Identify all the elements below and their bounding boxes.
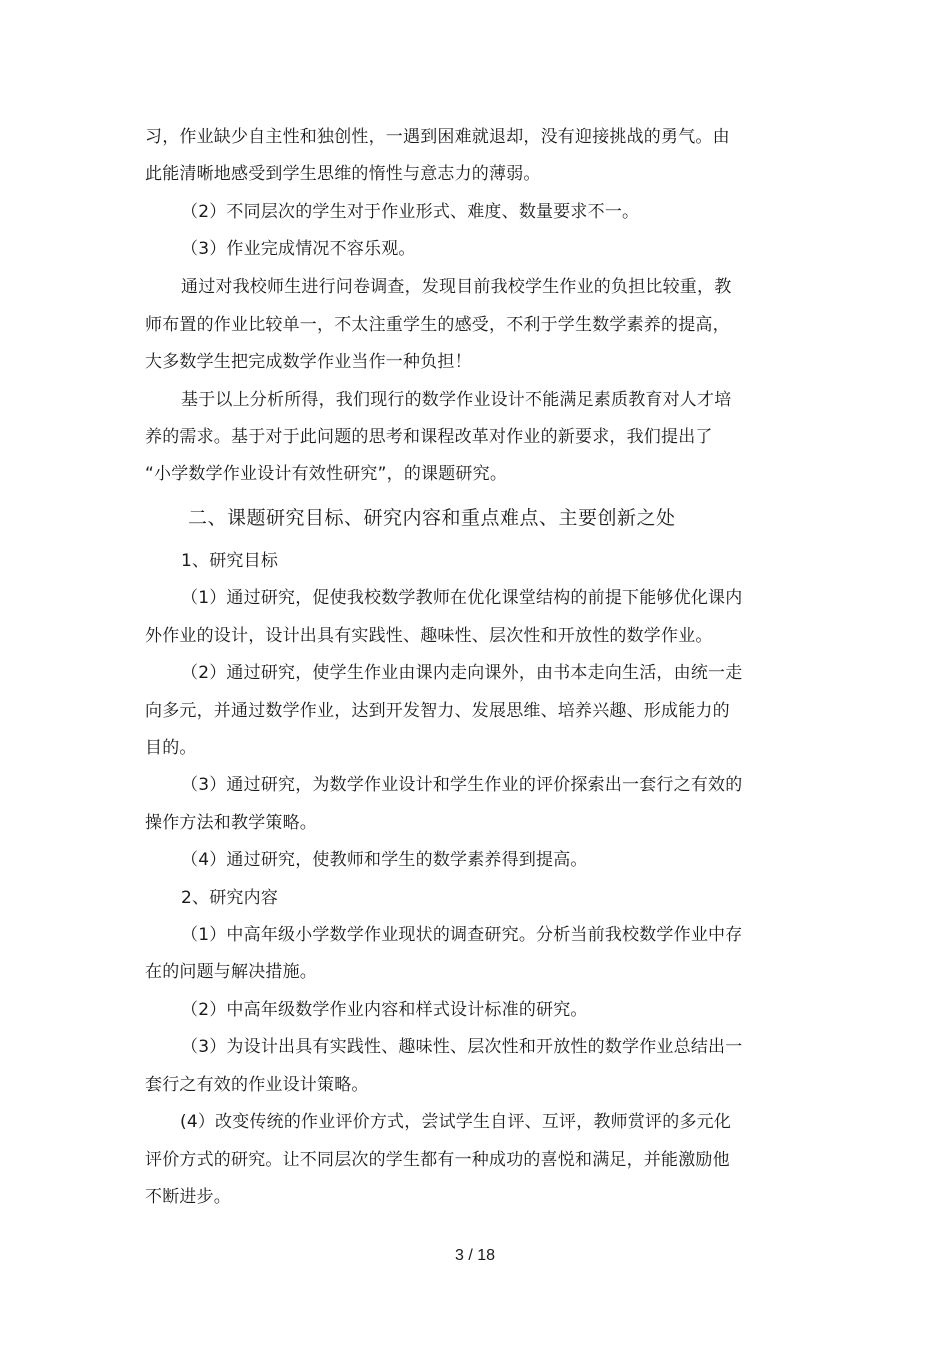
body-line: 不断进步。 bbox=[145, 1187, 231, 1207]
body-line: 大多数学生把完成数学作业当作一种负担！ bbox=[145, 352, 472, 372]
body-line: 套行之有效的作业设计策略。 bbox=[145, 1075, 369, 1095]
body-line: （2）不同层次的学生对于作业形式、难度、数量要求不一。 bbox=[181, 202, 640, 222]
body-line: 目的。 bbox=[145, 738, 197, 758]
body-line: 向多元，并通过数学作业，达到开发智力、发展思维、培养兴趣、形成能力的 bbox=[145, 701, 730, 721]
subsection-title: 2、研究内容 bbox=[181, 888, 279, 908]
body-line: （1）中高年级小学数学作业现状的调查研究。分析当前我校数学作业中存 bbox=[181, 925, 743, 945]
body-line: （1）通过研究，促使我校数学教师在优化课堂结构的前提下能够优化课内 bbox=[181, 588, 743, 608]
body-line: 师布置的作业比较单一，不太注重学生的感受，不利于学生数学素养的提高， bbox=[145, 315, 730, 335]
body-line: 此能清晰地感受到学生思维的惰性与意志力的薄弱。 bbox=[145, 164, 541, 184]
body-line: 外作业的设计，设计出具有实践性、趣味性、层次性和开放性的数学作业。 bbox=[145, 626, 713, 646]
body-line: （2）中高年级数学作业内容和样式设计标准的研究。 bbox=[181, 1000, 588, 1020]
body-line: 养的需求。基于对于此问题的思考和课程改革对作业的新要求，我们提出了 bbox=[145, 427, 713, 447]
body-line: 习，作业缺少自主性和独创性，一遇到困难就退却，没有迎接挑战的勇气。由 bbox=[145, 127, 730, 147]
body-line: （3）通过研究，为数学作业设计和学生作业的评价探索出一套行之有效的 bbox=[181, 775, 743, 795]
body-line: （3）作业完成情况不容乐观。 bbox=[181, 239, 416, 259]
body-line: 操作方法和教学策略。 bbox=[145, 813, 317, 833]
body-line: “小学数学作业设计有效性研究”，的课题研究。 bbox=[145, 464, 508, 484]
body-line: 基于以上分析所得，我们现行的数学作业设计不能满足素质教育对人才培 bbox=[181, 390, 732, 410]
body-line: （2）通过研究，使学生作业由课内走向课外，由书本走向生活，由统一走 bbox=[181, 663, 743, 683]
body-line: 在的问题与解决措施。 bbox=[145, 962, 317, 982]
body-line: （4）通过研究，使教师和学生的数学素养得到提高。 bbox=[181, 850, 588, 870]
section-heading: 二、课题研究目标、研究内容和重点难点、主要创新之处 bbox=[188, 507, 676, 529]
body-line: （3）为设计出具有实践性、趣味性、层次性和开放性的数学作业总结出一 bbox=[181, 1037, 743, 1057]
body-line: 评价方式的研究。让不同层次的学生都有一种成功的喜悦和满足，并能激励他 bbox=[145, 1150, 730, 1170]
subsection-title: 1、研究目标 bbox=[181, 551, 279, 571]
body-line: 通过对我校师生进行问卷调查，发现目前我校学生作业的负担比较重，教 bbox=[181, 277, 732, 297]
page-number: 3 / 18 bbox=[454, 1247, 496, 1264]
body-line: (4）改变传统的作业评价方式，尝试学生自评、互评，教师赏评的多元化 bbox=[180, 1112, 732, 1132]
